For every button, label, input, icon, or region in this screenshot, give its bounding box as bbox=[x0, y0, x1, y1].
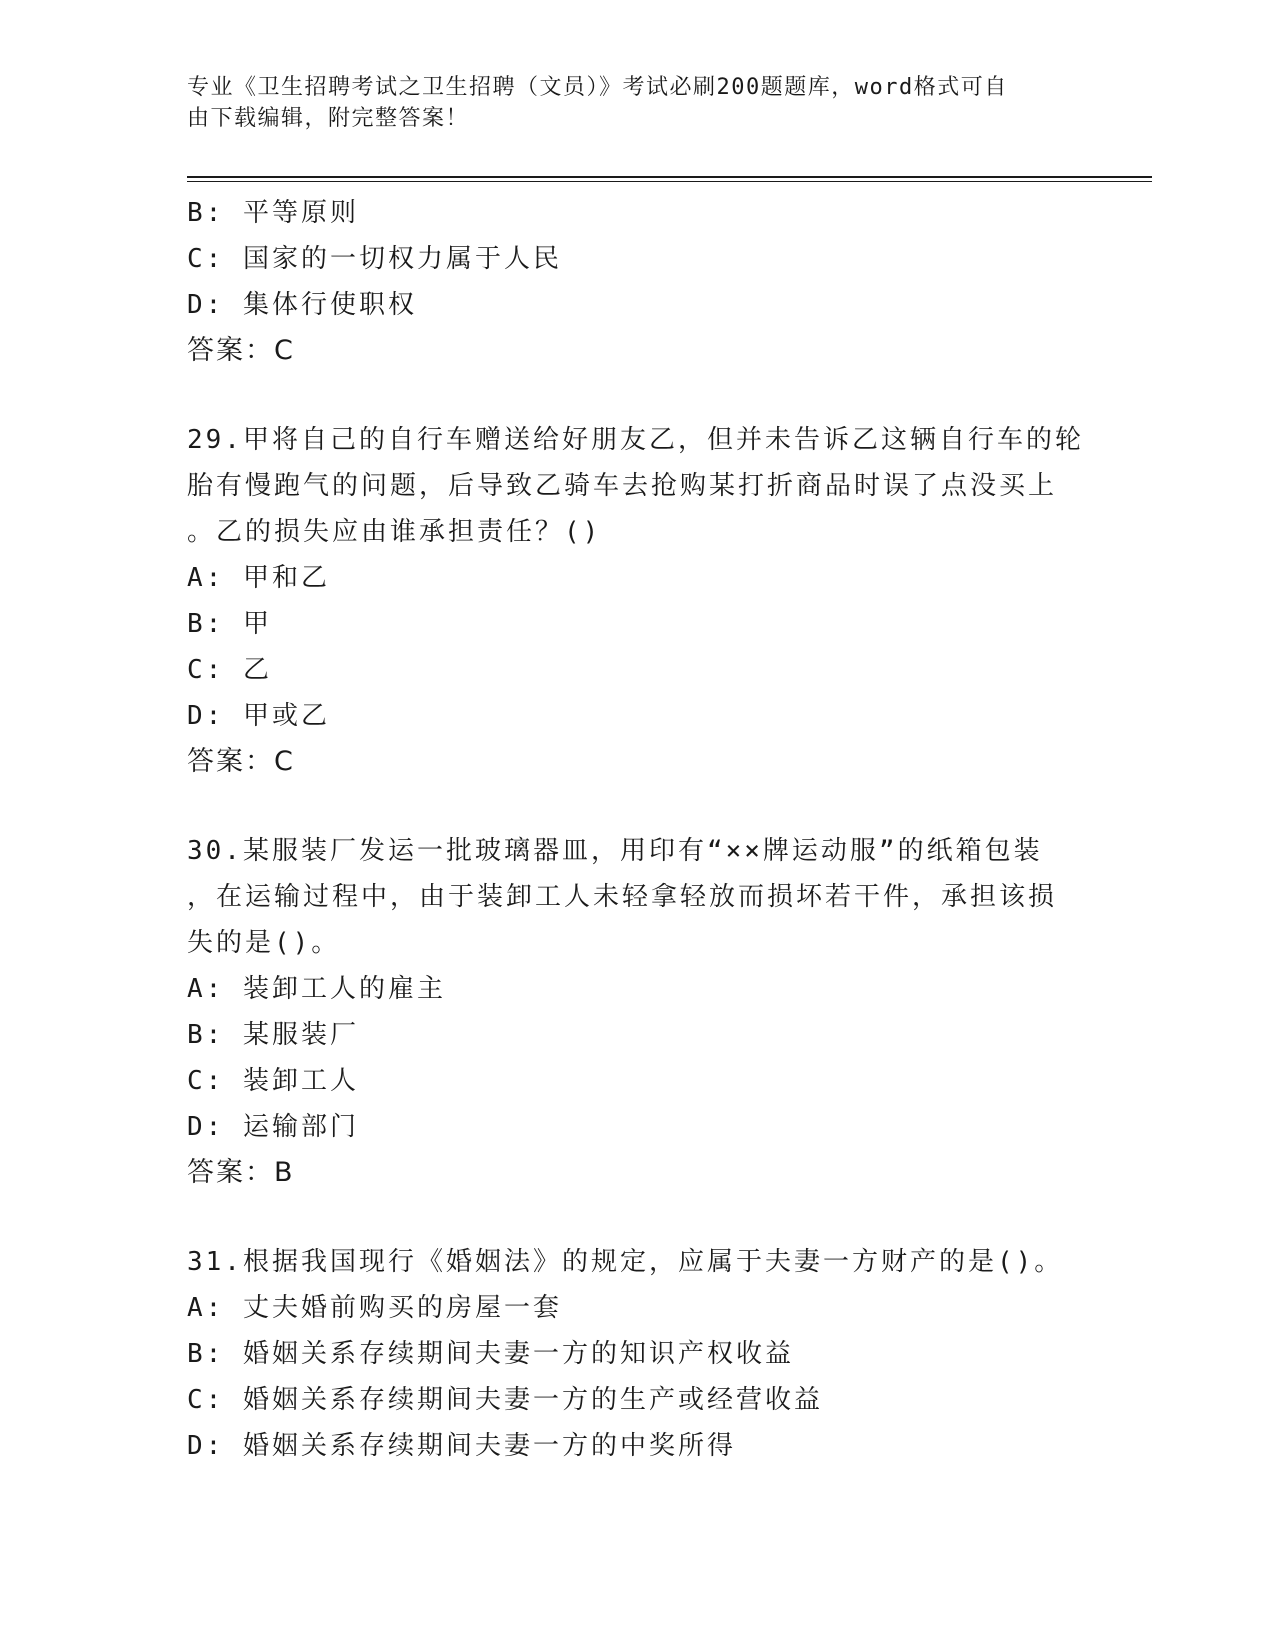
header-line-2: 由下载编辑，附完整答案！ bbox=[187, 106, 470, 131]
question-stem-line: ，在运输过程中，由于装卸工人未轻拿轻放而损坏若干件，承担该损 bbox=[187, 882, 1058, 912]
question-30 bbox=[187, 828, 1087, 1196]
answer-line: 答案：C bbox=[187, 335, 295, 366]
header-line-1: 专业《卫生招聘考试之卫生招聘（文员）》考试必刷200题题库，word格式可自 bbox=[187, 75, 1008, 100]
option-b: B: 某服装厂 bbox=[187, 1020, 359, 1050]
option-c: C: 婚姻关系存续期间夫妻一方的生产或经营收益 bbox=[187, 1385, 823, 1415]
question-stem-line: 失的是()。 bbox=[187, 928, 341, 958]
question-list bbox=[187, 190, 1087, 1469]
option-a: A: 甲和乙 bbox=[187, 563, 330, 593]
question-28 bbox=[187, 190, 1087, 374]
question-stem-line: 29.甲将自己的自行车赠送给好朋友乙，但并未告诉乙这辆自行车的轮 bbox=[187, 425, 1084, 455]
header-divider-thin bbox=[187, 181, 1152, 182]
question-stem-line: 31.根据我国现行《婚姻法》的规定，应属于夫妻一方财产的是()。 bbox=[187, 1247, 1064, 1277]
option-c: C: 装卸工人 bbox=[187, 1066, 359, 1096]
option-a: A: 丈夫婚前购买的房屋一套 bbox=[187, 1293, 562, 1323]
option-d: D: 集体行使职权 bbox=[187, 290, 417, 320]
document-header bbox=[187, 72, 1067, 134]
option-d: D: 运输部门 bbox=[187, 1112, 359, 1142]
option-d: D: 甲或乙 bbox=[187, 701, 330, 731]
question-29 bbox=[187, 417, 1087, 785]
question-stem-line: 胎有慢跑气的问题，后导致乙骑车去抢购某打折商品时误了点没买上 bbox=[187, 471, 1058, 501]
question-stem-line: 。乙的损失应由谁承担责任？() bbox=[187, 517, 602, 547]
option-d: D: 婚姻关系存续期间夫妻一方的中奖所得 bbox=[187, 1431, 736, 1461]
answer-line: 答案：C bbox=[187, 746, 295, 777]
option-a: A: 装卸工人的雇主 bbox=[187, 974, 446, 1004]
answer-line: 答案：B bbox=[187, 1157, 295, 1188]
question-31 bbox=[187, 1239, 1087, 1469]
option-b: B: 婚姻关系存续期间夫妻一方的知识产权收益 bbox=[187, 1339, 794, 1369]
option-b: B: 甲 bbox=[187, 609, 272, 639]
option-b: B: 平等原则 bbox=[187, 198, 359, 228]
option-c: C: 乙 bbox=[187, 655, 272, 685]
option-c: C: 国家的一切权力属于人民 bbox=[187, 244, 562, 274]
question-stem-line: 30.某服装厂发运一批玻璃器皿，用印有“××牌运动服”的纸箱包装 bbox=[187, 836, 1043, 866]
header-divider-thick bbox=[187, 176, 1152, 178]
